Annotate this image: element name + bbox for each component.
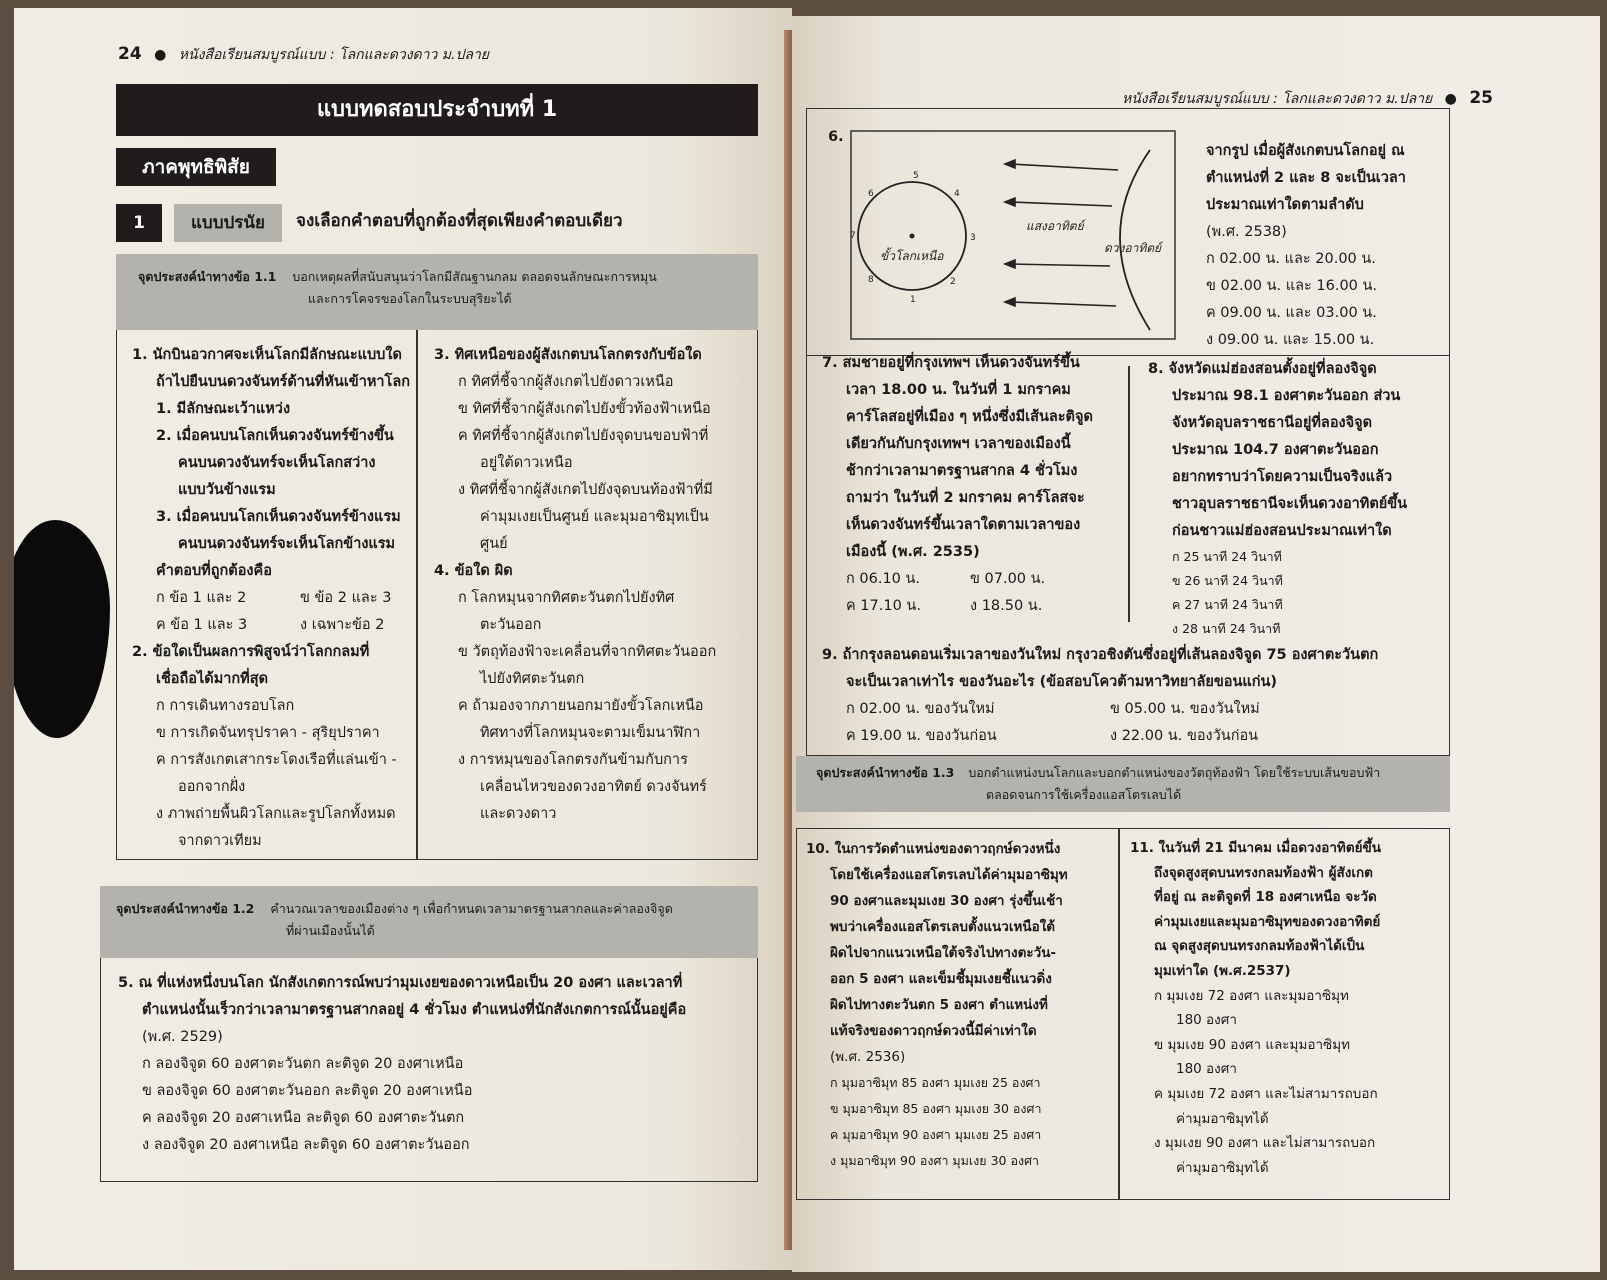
objective-text: ที่ผ่านเมืองนั้นได้ (286, 923, 375, 938)
q7-text: เมืองนี้ (พ.ศ. 2535) (846, 544, 980, 560)
q2-text: 2. ข้อใดเป็นผลการพิสูจน์ว่าโลกกลมที่ (132, 644, 370, 660)
q8-text: จังหวัดอุบลราชธานีอยู่ที่ลองจิจูด (1172, 415, 1373, 431)
q10-year: (พ.ศ. 2536) (830, 1049, 906, 1065)
arrow-head (1005, 198, 1015, 206)
page-header-left (118, 44, 489, 66)
q7-text: ถามว่า ในวันที่ 2 มกราคม คาร์โลสจะ (846, 490, 1085, 506)
q8-text: ก่อนชาวแม่ฮ่องสอนประมาณเท่าใด (1172, 523, 1392, 539)
q6-choice-d[interactable]: ง 09.00 น. และ 15.00 น. (1206, 332, 1375, 348)
q6-year: (พ.ศ. 2538) (1206, 224, 1287, 240)
earth-sunlight-diagram (850, 130, 1176, 340)
bullet: ● (154, 47, 167, 63)
question-9 (822, 642, 1378, 750)
q1-choice-a[interactable]: ก ข้อ 1 และ 2 (156, 590, 247, 606)
q11-choice-d[interactable]: ง มุมเงย 90 องศา และไม่สามารถบอก (1154, 1135, 1376, 1152)
q11-text: มุมเท่าใด (พ.ศ.2537) (1154, 962, 1291, 979)
sun-ray (1010, 264, 1110, 266)
q1-choice-d[interactable]: ง เฉพาะข้อ 2 (300, 617, 385, 633)
q3-text: 3. ทิศเหนือของผู้สังเกตบนโลกตรงกับข้อใด (434, 347, 702, 363)
position-7: 7 (850, 231, 856, 241)
q8-choice-a[interactable]: ก 25 นาที 24 วินาที (1172, 549, 1282, 564)
q11-choice-b[interactable]: ข มุมเงย 90 องศา และมุมอาซิมุท (1154, 1036, 1351, 1053)
q5-choice-b[interactable]: ข ลองจิจูด 60 องศาตะวันออก ละติจูด 20 องศาเหนือ (142, 1083, 473, 1099)
q4-choice-d-cont: และดวงดาว (480, 806, 557, 822)
page-number: 24 (118, 44, 142, 64)
q11-choice-d-cont: ค่ามุมอาซิมุทได้ (1176, 1159, 1269, 1176)
q6-choice-a[interactable]: ก 02.00 น. และ 20.00 น. (1206, 251, 1376, 267)
q7-choice-b[interactable]: ข 07.00 น. (970, 571, 1046, 587)
q1-statement: 1. มีลักษณะเว้าแหว่ง (156, 401, 291, 417)
q10-text: ผิดไปจากแนวเหนือใต้จริงไปทางตะวัน- (830, 945, 1057, 961)
q7-text: เวลา 18.00 น. ในวันที่ 1 มกราคม (846, 382, 1071, 398)
q1-statement: คนบนดวงจันทร์จะเห็นโลกข้างแรม (178, 536, 396, 552)
question-11 (1130, 836, 1381, 1180)
q8-text: 8. จังหวัดแม่ฮ่องสอนตั้งอยู่ที่ลองจิจูด (1148, 361, 1377, 377)
question-10 (806, 836, 1068, 1174)
q8-text: ประมาณ 104.7 องศาตะวันออก (1172, 442, 1379, 458)
q9-choice-c[interactable]: ค 19.00 น. ของวันก่อน (846, 728, 997, 744)
objective-label: จุดประสงค์นำทางข้อ 1.1 (138, 269, 277, 284)
column-divider (1128, 366, 1130, 622)
q11-text: ถึงจุดสูงสุดบนทรงกลมท้องฟ้า ผู้สังเกต (1154, 864, 1373, 881)
q2-choice-b[interactable]: ข การเกิดจันทรุปราคา - สุริยุปราคา (156, 725, 380, 741)
book-title: หนังสือเรียนสมบูรณ์แบบ : โลกและดวงดาว ม.ปลาย (1122, 91, 1433, 107)
q3-choice-c[interactable]: ค ทิศที่ชี้จากผู้สังเกตไปยังจุดบนขอบฟ้าที่ (458, 428, 709, 444)
q2-choice-d[interactable]: ง ภาพถ่ายพื้นผิวโลกและรูปโลกทั้งหมด (156, 806, 396, 822)
q10-choice-a[interactable]: ก มุมอาซิมุท 85 องศา มุมเงย 25 องศา (830, 1075, 1041, 1090)
q10-text: ออก 5 องศา และเข็มชี้มุมเงยชี้แนวดิ่ง (830, 971, 1052, 987)
q10-choice-b[interactable]: ข มุมอาซิมุท 85 องศา มุมเงย 30 องศา (830, 1101, 1042, 1116)
test-banner: แบบทดสอบประจำบทที่ 1 (116, 84, 758, 136)
q1-statement: คนบนดวงจันทร์จะเห็นโลกสว่าง (178, 455, 376, 471)
position-4: 4 (954, 189, 960, 199)
q5-text: ตำแหน่งนั้นเร็วกว่าเวลามาตรฐานสากลอยู่ 4 ชั่วโมง ตำแหน่งที่นักสังเกตการณ์นั้นอยู่คือ (142, 1002, 687, 1018)
pole-dot (910, 234, 915, 239)
q4-choice-d[interactable]: ง การหมุนของโลกตรงกันข้ามกับการ (458, 752, 688, 768)
q2-choice-c[interactable]: ค การสังเกตเสากระโดงเรือที่แล่นเข้า - (156, 752, 397, 768)
sunlight-label: แสงอาทิตย์ (1026, 219, 1084, 233)
q11-choice-b-cont: 180 องศา (1176, 1061, 1237, 1078)
question-7 (822, 350, 1093, 620)
q10-text: 10. ในการวัดตำแหน่งของดาวฤกษ์ดวงหนึ่ง (806, 841, 1061, 857)
q6-number: 6. (828, 129, 844, 145)
q10-choice-d[interactable]: ง มุมอาซิมุท 90 องศา มุมเงย 30 องศา (830, 1153, 1040, 1168)
arrow-head (1005, 298, 1015, 306)
right-page (792, 16, 1600, 1272)
q11-text: ค่ามุมเงยและมุมอาซิมุทของดวงอาทิตย์ (1154, 913, 1381, 930)
objective-1-2 (116, 898, 673, 942)
q4-choice-c-cont: ทิศทางที่โลกหมุนจะตามเข็มนาฬิกา (480, 725, 701, 741)
q6-text: ประมาณเท่าใดตามลำดับ (1206, 197, 1364, 213)
q2-choice-a[interactable]: ก การเดินทางรอบโลก (156, 698, 295, 714)
q8-choice-b[interactable]: ข 26 นาที 24 วินาที (1172, 573, 1283, 588)
q9-choice-a[interactable]: ก 02.00 น. ของวันใหม่ (846, 701, 995, 717)
q7-text: เดียวกันกับกรุงเทพฯ เวลาของเมืองนี้ (846, 436, 1071, 452)
q5-year: (พ.ศ. 2529) (142, 1029, 223, 1045)
q3-choice-b[interactable]: ข ทิศที่ชี้จากผู้สังเกตไปยังขั้วท้องฟ้าเหนือ (458, 401, 711, 417)
q10-choice-c[interactable]: ค มุมอาซิมุท 90 องศา มุมเงย 25 องศา (830, 1127, 1042, 1142)
q11-choice-c-cont: ค่ามุมอาซิมุทได้ (1176, 1110, 1269, 1127)
objective-text: คำนวณเวลาของเมืองต่าง ๆ เพื่อกำหนดเวลามาตรฐานสากลและค่าลองจิจูด (270, 901, 673, 916)
q4-choice-a[interactable]: ก โลกหมุนจากทิศตะวันตกไปยังทิศ (458, 590, 675, 606)
q11-text: 11. ในวันที่ 21 มีนาคม เมื่อดวงอาทิตย์ขึ้น (1130, 840, 1381, 856)
q9-text: 9. ถ้ากรุงลอนดอนเริ่มเวลาของวันใหม่ กรุงวอชิงตันซึ่งอยู่ที่เส้นลองจิจูด 75 องศาตะวันตก (822, 647, 1379, 663)
q8-text: ชาวอุบลราชธานีจะเห็นดวงอาทิตย์ขึ้น (1172, 496, 1408, 512)
questions-3-4 (434, 342, 716, 828)
q10-text: 90 องศาและมุมเงย 30 องศา รุ่งขึ้นเช้า (830, 893, 1063, 909)
question-1 (132, 342, 410, 855)
q3-choice-d-cont: ศูนย์ (480, 536, 508, 552)
q1-choice-c[interactable]: ค ข้อ 1 และ 3 (156, 617, 248, 633)
q8-text: อยากทราบว่าโดยความเป็นจริงแล้ว (1172, 469, 1393, 485)
q4-text: 4. ข้อใด ผิด (434, 563, 513, 579)
sun-ray (1010, 202, 1112, 206)
q7-text: ช้ากว่าเวลามาตรฐานสากล 4 ชั่วโมง (846, 463, 1078, 479)
position-6: 6 (868, 189, 874, 199)
q4-choice-b[interactable]: ข วัตถุท้องฟ้าจะเคลื่อนที่จากทิศตะวันออก (458, 644, 717, 660)
q7-text: คาร์โลสอยู่ที่เมือง ๆ หนึ่งซึ่งมีเส้นละติจูด (846, 409, 1093, 425)
q6-choice-c[interactable]: ค 09.00 น. และ 03.00 น. (1206, 305, 1377, 321)
objective-text: และการโคจรของโลกในระบบสุริยะได้ (308, 291, 512, 306)
q8-choice-d[interactable]: ง 28 นาที 24 วินาที (1172, 621, 1281, 636)
sun-label: ดวงอาทิตย์ (1104, 241, 1162, 255)
q7-choice-c[interactable]: ค 17.10 น. (846, 598, 921, 614)
q4-choice-d-cont: เคลื่อนไหวของดวงอาทิตย์ ดวงจันทร์ (480, 779, 707, 795)
finger-shadow (14, 520, 110, 738)
q4-choice-a-cont: ตะวันออก (480, 617, 542, 633)
q6-text: ตำแหน่งที่ 2 และ 8 จะเป็นเวลา (1206, 170, 1406, 186)
q10-text: แท้จริงของดาวฤกษ์ดวงนี้มีค่าเท่าใด (830, 1023, 1037, 1039)
bullet: ● (1444, 91, 1457, 107)
objective-1-1 (138, 266, 657, 310)
objective-label: จุดประสงค์นำทางข้อ 1.3 (816, 765, 955, 780)
q1-statement: 2. เมื่อคนบนโลกเห็นดวงจันทร์ข้างขึ้น (156, 428, 394, 444)
q7-choice-d[interactable]: ง 18.50 น. (970, 598, 1043, 614)
objective-label: จุดประสงค์นำทางข้อ 1.2 (116, 901, 255, 916)
part-type: แบบปรนัย (174, 204, 282, 242)
arrow-head (1005, 260, 1015, 268)
q9-choice-b[interactable]: ข 05.00 น. ของวันใหม่ (1110, 701, 1260, 717)
left-page (14, 8, 792, 1270)
objective-text: บอกเหตุผลที่สนับสนุนว่าโลกมีสัณฐานกลม ตลอดจนลักษณะการหมุน (292, 269, 657, 284)
q5-choice-a[interactable]: ก ลองจิจูด 60 องศาตะวันตก ละติจูด 20 องศาเหนือ (142, 1056, 464, 1072)
q4-choice-c[interactable]: ค ถ้ามองจากภายนอกมายังขั้วโลกเหนือ (458, 698, 704, 714)
q8-choice-c[interactable]: ค 27 นาที 24 วินาที (1172, 597, 1283, 612)
question-5 (118, 970, 686, 1159)
q6-text: จากรูป เมื่อผู้สังเกตบนโลกอยู่ ณ (1206, 143, 1405, 159)
q11-text: ที่อยู่ ณ ละติจูดที่ 18 องศาเหนือ จะวัด (1154, 889, 1377, 906)
q11-choice-a[interactable]: ก มุมเงย 72 องศา และมุมอาซิมุท (1154, 987, 1349, 1004)
q9-choice-d[interactable]: ง 22.00 น. ของวันก่อน (1110, 728, 1259, 744)
q11-choice-a-cont: 180 องศา (1176, 1012, 1237, 1029)
q1-statement: แบบวันข้างแรม (178, 482, 276, 498)
q9-text: จะเป็นเวลาเท่าไร ของวันอะไร (ข้อสอบโควต้ามหาวิทยาลัยขอนแก่น) (846, 674, 1278, 690)
q1-text: ถ้าไปยืนบนดวงจันทร์ด้านที่หันเข้าหาโลก (156, 374, 410, 390)
q2-text: เชื่อถือได้มากที่สุด (156, 671, 269, 687)
q10-text: พบว่าเครื่องแอสโตรเลบตั้งแนวเหนือใต้ (830, 919, 1056, 935)
book-title: หนังสือเรียนสมบูรณ์แบบ : โลกและดวงดาว ม.ปลาย (178, 47, 490, 63)
part-number: 1 (116, 204, 162, 242)
q10-text: โดยใช้เครื่องแอสโตรเลบได้ค่ามุมอาซิมุท (830, 867, 1068, 883)
section-label: ภาคพุทธิพิสัย (116, 148, 276, 186)
objective-text: ตลอดจนการใช้เครื่องแอสโตรเลบได้ (986, 787, 1182, 802)
column-divider (416, 330, 418, 860)
q6-choice-b[interactable]: ข 02.00 น. และ 16.00 น. (1206, 278, 1378, 294)
column-divider (1118, 828, 1120, 1200)
sun-arc (1120, 150, 1150, 330)
q1-choice-b[interactable]: ข ข้อ 2 และ 3 (300, 590, 392, 606)
objective-1-3 (816, 762, 1380, 806)
q10-text: ผิดไปทางตะวันตก 5 องศา ตำแหน่งที่ (830, 997, 1048, 1013)
question-6 (1206, 138, 1406, 354)
sun-ray (1010, 164, 1118, 170)
q4-choice-b-cont: ไปยังทิศตะวันตก (480, 671, 585, 687)
question-8 (1148, 356, 1407, 641)
position-8: 8 (868, 275, 874, 285)
q3-choice-a[interactable]: ก ทิศที่ชี้จากผู้สังเกตไปยังดาวเหนือ (458, 374, 674, 390)
position-3: 3 (970, 233, 976, 243)
arrow-head (1005, 160, 1015, 168)
q7-text: เห็นดวงจันทร์ขึ้นเวลาใดตามเวลาของ (846, 517, 1081, 533)
q7-choice-a[interactable]: ก 06.10 น. (846, 571, 921, 587)
pole-label: ขั้วโลกเหนือ (880, 249, 944, 263)
q3-choice-d[interactable]: ง ทิศที่ชี้จากผู้สังเกตไปยังจุดบนท้องฟ้าที่มี (458, 482, 713, 498)
q1-statement: 3. เมื่อคนบนโลกเห็นดวงจันทร์ข้างแรม (156, 509, 401, 525)
q5-text: 5. ณ ที่แห่งหนึ่งบนโลก นักสังเกตการณ์พบว่ามุมเงยของดาวเหนือเป็น 20 องศา และเวลาที่ (118, 975, 683, 991)
q8-text: ประมาณ 98.1 องศาตะวันออก ส่วน (1172, 388, 1401, 404)
q7-text: 7. สมชายอยู่ที่กรุงเทพฯ เห็นดวงจันทร์ขึ้น (822, 355, 1080, 371)
page-header-right (1122, 88, 1493, 110)
q3-choice-d-cont: ค่ามุมเงยเป็นศูนย์ และมุมอาซิมุทเป็น (480, 509, 709, 525)
position-5: 5 (913, 171, 919, 181)
q11-text: ณ จุดสูงสุดบนทรงกลมท้องฟ้าได้เป็น (1154, 938, 1365, 955)
q2-choice-d-cont: จากดาวเทียม (178, 833, 262, 849)
position-1: 1 (910, 295, 916, 305)
q5-choice-c[interactable]: ค ลองจิจูด 20 องศาเหนือ ละติจูด 60 องศาตะวันตก (142, 1110, 465, 1126)
part-instruction: จงเลือกคำตอบที่ถูกต้องที่สุดเพียงคำตอบเดียว (296, 211, 623, 231)
q2-choice-c-cont: ออกจากฝั่ง (178, 779, 246, 795)
q1-text: 1. นักบินอวกาศจะเห็นโลกมีลักษณะแบบใด (132, 347, 402, 363)
position-2: 2 (950, 277, 956, 287)
q5-choice-d[interactable]: ง ลองจิจูด 20 องศาเหนือ ละติจูด 60 องศาตะวันออก (142, 1137, 470, 1153)
sun-ray (1010, 302, 1116, 306)
objective-text: บอกตำแหน่งบนโลกและบอกตำแหน่งของวัตถุท้องฟ้า โดยใช้ระบบเส้นขอบฟ้า (968, 765, 1381, 780)
q11-choice-c[interactable]: ค มุมเงย 72 องศา และไม่สามารถบอก (1154, 1085, 1378, 1102)
page-number: 25 (1469, 88, 1494, 108)
q1-text: คำตอบที่ถูกต้องคือ (156, 563, 272, 579)
q3-choice-c-cont: อยู่ใต้ดาวเหนือ (480, 455, 573, 471)
